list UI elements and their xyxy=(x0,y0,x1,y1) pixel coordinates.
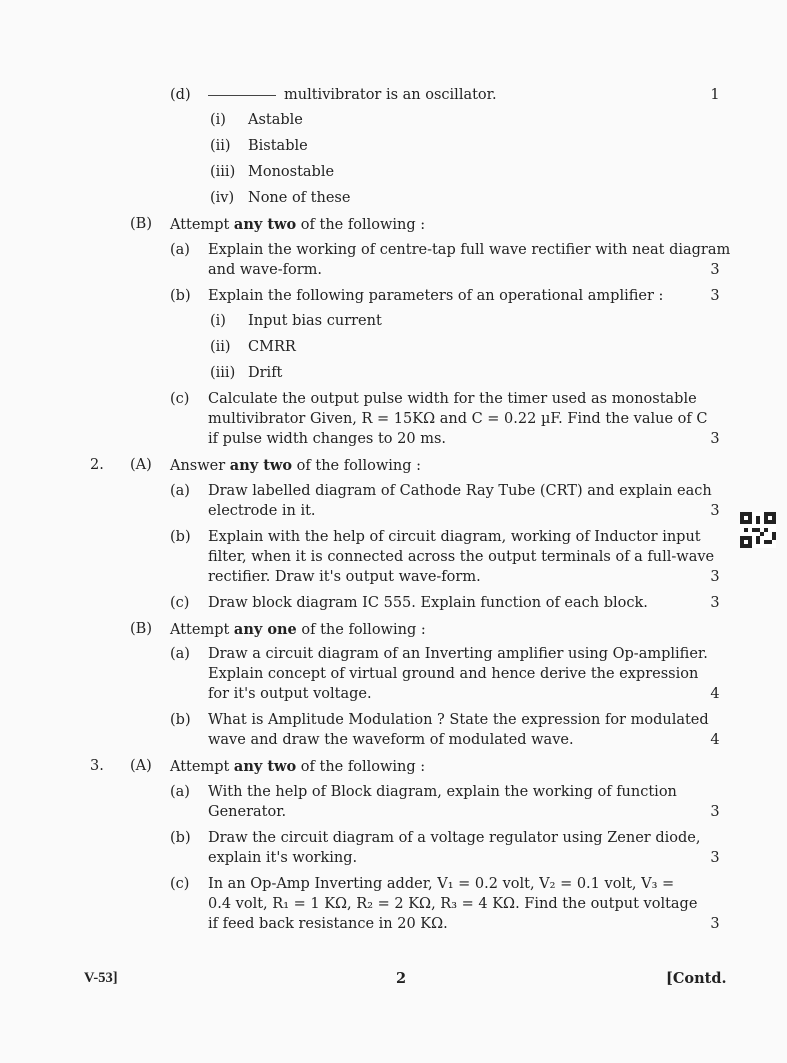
q2ab-label: (b) xyxy=(170,529,191,545)
option-num: (ii) xyxy=(210,138,231,154)
q2-number: 2. xyxy=(90,457,104,473)
q1bb-line: Explain the following parameters of an operational amplifier : xyxy=(208,288,664,304)
q2bb-line: wave and draw the waveform of modulated wave. xyxy=(208,732,574,748)
q1bb-mark: 3 xyxy=(710,288,720,304)
q1bc-label: (c) xyxy=(170,391,190,407)
q2bb-label: (b) xyxy=(170,712,191,728)
q2ab-line: filter, when it is connected across the output terminals of a full-wave xyxy=(208,549,715,565)
page-number: 2 xyxy=(396,970,407,987)
q2ac-mark: 3 xyxy=(710,595,720,611)
q3aa-line: Generator. xyxy=(208,804,287,820)
q3aa-label: (a) xyxy=(170,784,190,800)
item-num: (iii) xyxy=(210,365,236,381)
q1d-mark: 1 xyxy=(710,87,720,103)
q1d-stem: multivibrator is an oscillator. xyxy=(284,87,497,103)
q1d-text xyxy=(208,87,497,103)
q2ba-mark: 4 xyxy=(710,686,720,702)
q3ac-line: if feed back resistance in 20 KΩ. xyxy=(208,916,448,932)
q1bc-mark: 3 xyxy=(710,431,720,447)
q3-number: 3. xyxy=(90,758,104,774)
q2a-instruction: Answer any two of the following : xyxy=(170,457,421,474)
q2ac-label: (c) xyxy=(170,595,190,611)
q2ba-label: (a) xyxy=(170,646,190,662)
option-num: (iii) xyxy=(210,164,236,180)
q3ab-label: (b) xyxy=(170,830,191,846)
q1bc-line: if pulse width changes to 20 ms. xyxy=(208,431,446,447)
continued-label: [Contd. xyxy=(666,970,727,987)
q2b-instruction: Attempt any one of the following : xyxy=(170,621,426,638)
q2aa-label: (a) xyxy=(170,483,190,499)
q3ab-mark: 3 xyxy=(710,850,720,866)
q2aa-mark: 3 xyxy=(710,503,720,519)
q1d-label: (d) xyxy=(170,87,191,103)
q3ac-mark: 3 xyxy=(710,916,720,932)
q2ab-line: rectifier. Draw it's output wave-form. xyxy=(208,569,481,585)
q2ac-line: Draw block diagram IC 555. Explain function of each block. xyxy=(208,595,648,611)
option-text: Bistable xyxy=(248,138,308,154)
q3ac-line: In an Op-Amp Inverting adder, V₁ = 0.2 volt, V₂ = 0.1 volt, V₃ = xyxy=(208,876,675,892)
option-text: Astable xyxy=(248,112,303,128)
q1bc-line: multivibrator Given, R = 15KΩ and C = 0.22 µF. Find the value of C xyxy=(208,411,708,427)
q2aa-line: Draw labelled diagram of Cathode Ray Tube (CRT) and explain each xyxy=(208,483,712,499)
item-text: CMRR xyxy=(248,339,296,355)
q2b-label: (B) xyxy=(130,621,152,637)
q3ab-line: Draw the circuit diagram of a voltage regulator using Zener diode, xyxy=(208,830,701,846)
q3ac-label: (c) xyxy=(170,876,190,892)
q1bb-label: (b) xyxy=(170,288,191,304)
q3aa-mark: 3 xyxy=(710,804,720,820)
answer-blank xyxy=(208,95,276,96)
option-num: (i) xyxy=(210,112,226,128)
item-num: (i) xyxy=(210,313,226,329)
q3aa-line: With the help of Block diagram, explain the working of function xyxy=(208,784,677,800)
option-text: Monostable xyxy=(248,164,335,180)
q3a-instruction: Attempt any two of the following : xyxy=(170,758,426,775)
option-num: (iv) xyxy=(210,190,235,206)
q1b-label: (B) xyxy=(130,216,152,232)
item-num: (ii) xyxy=(210,339,231,355)
q3ab-line: explain it's working. xyxy=(208,850,358,866)
q1bc-line: Calculate the output pulse width for the timer used as monostable xyxy=(208,391,697,407)
q2ba-line: Explain concept of virtual ground and hence derive the expression xyxy=(208,666,699,682)
q1ba-mark: 3 xyxy=(710,262,720,278)
q2bb-mark: 4 xyxy=(710,732,720,748)
q2aa-line: electrode in it. xyxy=(208,503,316,519)
q2bb-line: What is Amplitude Modulation ? State the expression for modulated xyxy=(208,712,709,728)
item-text: Input bias current xyxy=(248,313,382,329)
q2ba-line: Draw a circuit diagram of an Inverting amplifier using Op-amplifier. xyxy=(208,646,708,662)
q3a-label: (A) xyxy=(130,758,152,774)
paper-code: V-53] xyxy=(84,970,118,986)
q1ba-label: (a) xyxy=(170,242,190,258)
q1b-instruction: Attempt any two of the following : xyxy=(170,216,426,233)
q1ba-line: Explain the working of centre-tap full wave rectifier with neat diagram xyxy=(208,242,731,258)
q1ba-line: and wave-form. xyxy=(208,262,322,278)
q2ab-line: Explain with the help of circuit diagram, working of Inductor input xyxy=(208,529,701,545)
qr-code-icon xyxy=(740,512,776,548)
q2a-label: (A) xyxy=(130,457,152,473)
q2ba-line: for it's output voltage. xyxy=(208,686,372,702)
item-text: Drift xyxy=(248,365,283,381)
q2ab-mark: 3 xyxy=(710,569,720,585)
q3ac-line: 0.4 volt, R₁ = 1 KΩ, R₂ = 2 KΩ, R₃ = 4 KΩ. Find the output voltage xyxy=(208,896,698,912)
option-text: None of these xyxy=(248,190,351,206)
